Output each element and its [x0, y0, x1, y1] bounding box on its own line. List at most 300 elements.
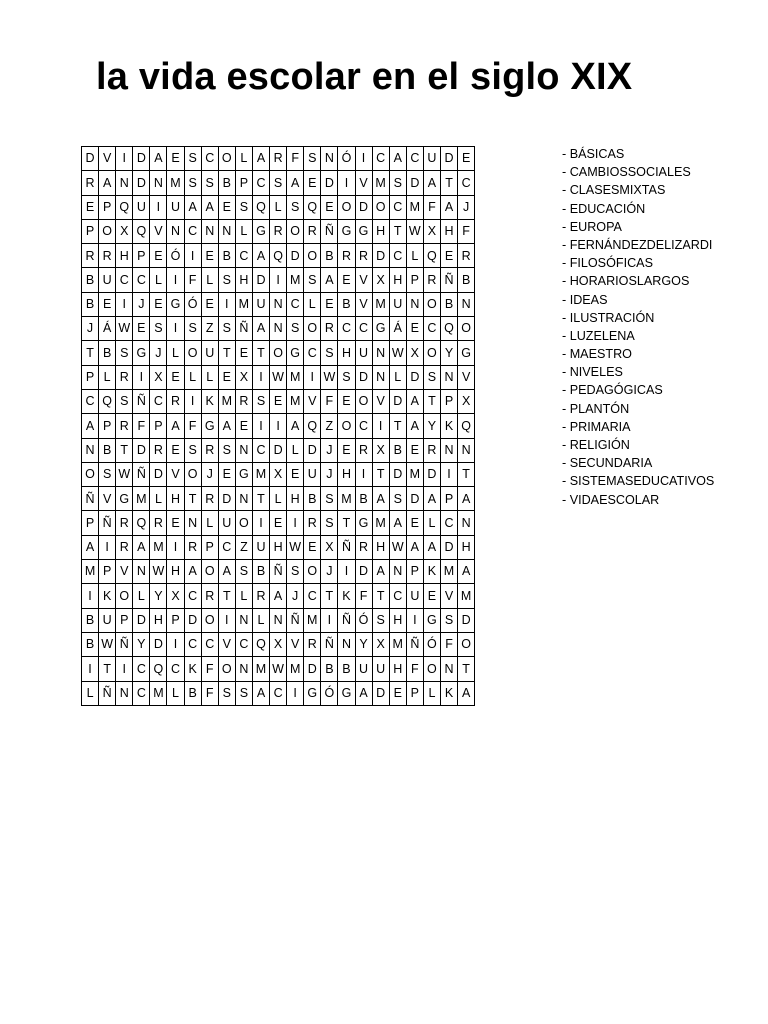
grid-cell[interactable]: R [201, 584, 218, 608]
grid-cell[interactable]: W [150, 560, 167, 584]
grid-cell[interactable]: Q [252, 632, 269, 656]
grid-cell[interactable]: P [133, 244, 150, 268]
grid-cell[interactable]: O [458, 317, 475, 341]
grid-cell[interactable]: E [270, 511, 287, 535]
grid-cell[interactable]: C [270, 681, 287, 705]
grid-cell[interactable]: J [133, 292, 150, 316]
grid-cell[interactable]: S [235, 560, 252, 584]
grid-cell[interactable]: C [184, 219, 201, 243]
grid-cell[interactable]: K [99, 584, 116, 608]
grid-cell[interactable]: Ñ [99, 681, 116, 705]
grid-cell[interactable]: V [116, 560, 133, 584]
grid-cell[interactable]: S [184, 171, 201, 195]
grid-cell[interactable]: G [287, 341, 304, 365]
grid-cell[interactable]: T [252, 341, 269, 365]
grid-cell[interactable]: I [252, 511, 269, 535]
grid-cell[interactable]: L [287, 438, 304, 462]
grid-cell[interactable]: D [355, 195, 372, 219]
grid-cell[interactable]: B [82, 292, 99, 316]
grid-cell[interactable]: N [440, 365, 457, 389]
grid-cell[interactable]: N [338, 632, 355, 656]
grid-cell[interactable]: O [423, 341, 440, 365]
grid-cell[interactable]: D [270, 438, 287, 462]
grid-cell[interactable]: A [440, 195, 457, 219]
grid-cell[interactable]: Q [133, 511, 150, 535]
grid-cell[interactable]: P [82, 511, 99, 535]
grid-cell[interactable]: R [423, 438, 440, 462]
grid-cell[interactable]: V [458, 365, 475, 389]
grid-cell[interactable]: E [440, 244, 457, 268]
grid-cell[interactable]: P [99, 414, 116, 438]
grid-cell[interactable]: B [389, 438, 406, 462]
grid-cell[interactable]: O [423, 292, 440, 316]
grid-cell[interactable]: A [252, 317, 269, 341]
grid-cell[interactable]: E [167, 147, 184, 171]
grid-cell[interactable]: E [406, 438, 423, 462]
grid-cell[interactable]: G [423, 608, 440, 632]
grid-cell[interactable]: M [287, 657, 304, 681]
grid-cell[interactable]: Ó [423, 632, 440, 656]
grid-cell[interactable]: C [389, 195, 406, 219]
grid-cell[interactable]: R [304, 219, 321, 243]
grid-cell[interactable]: Ñ [133, 389, 150, 413]
grid-cell[interactable]: U [304, 462, 321, 486]
grid-cell[interactable]: M [458, 584, 475, 608]
grid-cell[interactable]: A [218, 414, 235, 438]
grid-cell[interactable]: V [304, 389, 321, 413]
grid-cell[interactable]: O [372, 195, 389, 219]
grid-cell[interactable]: C [372, 147, 389, 171]
grid-cell[interactable]: D [423, 462, 440, 486]
grid-cell[interactable]: W [99, 632, 116, 656]
grid-cell[interactable]: S [116, 341, 133, 365]
grid-cell[interactable]: N [372, 341, 389, 365]
grid-cell[interactable]: E [235, 341, 252, 365]
grid-cell[interactable]: O [218, 657, 235, 681]
grid-cell[interactable]: L [252, 608, 269, 632]
grid-cell[interactable]: I [82, 584, 99, 608]
grid-cell[interactable]: J [82, 317, 99, 341]
grid-cell[interactable]: S [287, 195, 304, 219]
grid-cell[interactable]: X [458, 389, 475, 413]
grid-cell[interactable]: Q [116, 195, 133, 219]
grid-cell[interactable]: C [304, 341, 321, 365]
grid-cell[interactable]: C [150, 389, 167, 413]
grid-cell[interactable]: R [235, 389, 252, 413]
grid-cell[interactable]: Y [355, 632, 372, 656]
grid-cell[interactable]: S [287, 560, 304, 584]
grid-cell[interactable]: C [133, 268, 150, 292]
grid-cell[interactable]: R [201, 487, 218, 511]
grid-cell[interactable]: E [406, 511, 423, 535]
grid-cell[interactable]: I [167, 535, 184, 559]
grid-cell[interactable]: G [201, 414, 218, 438]
grid-cell[interactable]: T [82, 341, 99, 365]
grid-cell[interactable]: A [184, 560, 201, 584]
grid-cell[interactable]: A [423, 487, 440, 511]
grid-cell[interactable]: R [167, 389, 184, 413]
grid-cell[interactable]: L [389, 365, 406, 389]
grid-cell[interactable]: M [150, 681, 167, 705]
grid-cell[interactable]: I [82, 657, 99, 681]
grid-cell[interactable]: S [150, 317, 167, 341]
grid-cell[interactable]: Ó [184, 292, 201, 316]
grid-cell[interactable]: P [99, 560, 116, 584]
grid-cell[interactable]: Ó [355, 608, 372, 632]
grid-cell[interactable]: I [252, 414, 269, 438]
grid-cell[interactable]: V [355, 268, 372, 292]
grid-cell[interactable]: Ñ [338, 608, 355, 632]
grid-cell[interactable]: C [235, 632, 252, 656]
grid-cell[interactable]: N [116, 681, 133, 705]
grid-cell[interactable]: T [184, 487, 201, 511]
grid-cell[interactable]: L [167, 681, 184, 705]
grid-cell[interactable]: C [389, 584, 406, 608]
grid-cell[interactable]: A [406, 414, 423, 438]
grid-cell[interactable]: V [287, 632, 304, 656]
grid-cell[interactable]: L [235, 584, 252, 608]
grid-cell[interactable]: S [218, 438, 235, 462]
grid-cell[interactable]: G [133, 341, 150, 365]
grid-cell[interactable]: A [201, 195, 218, 219]
grid-cell[interactable]: M [372, 292, 389, 316]
grid-cell[interactable]: Y [423, 414, 440, 438]
grid-cell[interactable]: J [287, 584, 304, 608]
grid-cell[interactable]: L [201, 511, 218, 535]
grid-cell[interactable]: M [440, 560, 457, 584]
grid-cell[interactable]: T [389, 219, 406, 243]
grid-cell[interactable]: L [167, 341, 184, 365]
grid-cell[interactable]: R [82, 244, 99, 268]
grid-cell[interactable]: F [406, 657, 423, 681]
grid-cell[interactable]: P [440, 389, 457, 413]
grid-cell[interactable]: W [406, 219, 423, 243]
grid-cell[interactable]: H [270, 535, 287, 559]
grid-cell[interactable]: U [406, 584, 423, 608]
grid-cell[interactable]: J [150, 341, 167, 365]
grid-cell[interactable]: W [287, 535, 304, 559]
grid-cell[interactable]: T [372, 584, 389, 608]
grid-cell[interactable]: C [389, 244, 406, 268]
grid-cell[interactable]: F [458, 219, 475, 243]
grid-cell[interactable]: U [252, 292, 269, 316]
grid-cell[interactable]: N [270, 292, 287, 316]
grid-cell[interactable]: U [252, 535, 269, 559]
grid-cell[interactable]: E [82, 195, 99, 219]
grid-cell[interactable]: Ñ [321, 632, 338, 656]
grid-cell[interactable]: S [321, 511, 338, 535]
grid-cell[interactable]: A [252, 147, 269, 171]
grid-cell[interactable]: A [372, 487, 389, 511]
grid-cell[interactable]: M [406, 195, 423, 219]
grid-cell[interactable]: C [440, 511, 457, 535]
grid-cell[interactable]: E [218, 365, 235, 389]
grid-cell[interactable]: B [99, 438, 116, 462]
grid-cell[interactable]: B [252, 560, 269, 584]
grid-cell[interactable]: L [270, 487, 287, 511]
grid-cell[interactable]: S [372, 608, 389, 632]
grid-cell[interactable]: R [304, 632, 321, 656]
grid-cell[interactable]: O [304, 560, 321, 584]
grid-cell[interactable]: P [99, 195, 116, 219]
grid-cell[interactable]: Ó [338, 147, 355, 171]
grid-cell[interactable]: N [235, 657, 252, 681]
grid-cell[interactable]: A [184, 195, 201, 219]
grid-cell[interactable]: M [372, 171, 389, 195]
grid-cell[interactable]: S [321, 487, 338, 511]
grid-cell[interactable]: H [167, 560, 184, 584]
grid-cell[interactable]: I [116, 292, 133, 316]
grid-cell[interactable]: C [167, 657, 184, 681]
grid-cell[interactable]: Y [150, 584, 167, 608]
grid-cell[interactable]: E [321, 195, 338, 219]
grid-cell[interactable]: E [338, 268, 355, 292]
grid-cell[interactable]: S [218, 317, 235, 341]
grid-cell[interactable]: O [99, 219, 116, 243]
grid-cell[interactable]: X [116, 219, 133, 243]
grid-cell[interactable]: E [201, 292, 218, 316]
grid-cell[interactable]: H [235, 268, 252, 292]
grid-cell[interactable]: E [150, 244, 167, 268]
grid-cell[interactable]: M [82, 560, 99, 584]
grid-cell[interactable]: S [423, 365, 440, 389]
grid-cell[interactable]: U [389, 292, 406, 316]
grid-cell[interactable]: H [116, 244, 133, 268]
grid-cell[interactable]: C [184, 632, 201, 656]
grid-cell[interactable]: Q [133, 219, 150, 243]
grid-cell[interactable]: D [389, 389, 406, 413]
grid-cell[interactable]: R [99, 244, 116, 268]
grid-cell[interactable]: D [355, 365, 372, 389]
grid-cell[interactable]: C [406, 147, 423, 171]
grid-cell[interactable]: A [372, 560, 389, 584]
grid-cell[interactable]: L [406, 244, 423, 268]
grid-cell[interactable]: Á [99, 317, 116, 341]
grid-cell[interactable]: N [458, 511, 475, 535]
grid-cell[interactable]: S [389, 171, 406, 195]
grid-cell[interactable]: Q [440, 317, 457, 341]
grid-cell[interactable]: X [235, 365, 252, 389]
grid-cell[interactable]: S [235, 195, 252, 219]
grid-cell[interactable]: R [150, 511, 167, 535]
grid-cell[interactable]: C [201, 147, 218, 171]
grid-cell[interactable]: G [304, 681, 321, 705]
grid-cell[interactable]: Q [270, 244, 287, 268]
grid-cell[interactable]: I [338, 560, 355, 584]
grid-cell[interactable]: R [150, 438, 167, 462]
grid-cell[interactable]: I [304, 365, 321, 389]
grid-cell[interactable]: L [423, 511, 440, 535]
grid-cell[interactable]: E [389, 681, 406, 705]
grid-cell[interactable]: R [116, 511, 133, 535]
grid-cell[interactable]: Q [252, 195, 269, 219]
grid-cell[interactable]: J [321, 438, 338, 462]
grid-cell[interactable]: E [321, 292, 338, 316]
grid-cell[interactable]: X [372, 632, 389, 656]
grid-cell[interactable]: H [389, 268, 406, 292]
grid-cell[interactable]: G [116, 487, 133, 511]
grid-cell[interactable]: F [355, 584, 372, 608]
grid-cell[interactable]: L [99, 365, 116, 389]
grid-cell[interactable]: O [270, 341, 287, 365]
grid-cell[interactable]: D [304, 657, 321, 681]
grid-cell[interactable]: Y [133, 632, 150, 656]
grid-cell[interactable]: U [201, 341, 218, 365]
grid-cell[interactable]: U [133, 195, 150, 219]
grid-cell[interactable]: V [150, 219, 167, 243]
grid-cell[interactable]: S [99, 462, 116, 486]
grid-cell[interactable]: S [321, 341, 338, 365]
grid-cell[interactable]: C [304, 584, 321, 608]
grid-cell[interactable]: B [338, 657, 355, 681]
grid-cell[interactable]: R [270, 147, 287, 171]
grid-cell[interactable]: O [338, 195, 355, 219]
grid-cell[interactable]: A [150, 147, 167, 171]
grid-cell[interactable]: G [372, 317, 389, 341]
grid-cell[interactable]: T [252, 487, 269, 511]
grid-cell[interactable]: F [133, 414, 150, 438]
grid-cell[interactable]: I [338, 171, 355, 195]
grid-cell[interactable]: B [82, 268, 99, 292]
grid-cell[interactable]: B [218, 244, 235, 268]
grid-cell[interactable]: K [440, 681, 457, 705]
grid-cell[interactable]: V [355, 292, 372, 316]
grid-cell[interactable]: N [218, 219, 235, 243]
grid-cell[interactable]: R [355, 535, 372, 559]
grid-cell[interactable]: D [372, 244, 389, 268]
grid-cell[interactable]: R [423, 268, 440, 292]
grid-cell[interactable]: A [82, 535, 99, 559]
grid-cell[interactable]: M [372, 511, 389, 535]
grid-cell[interactable]: H [458, 535, 475, 559]
grid-cell[interactable]: E [133, 317, 150, 341]
grid-cell[interactable]: O [218, 147, 235, 171]
grid-cell[interactable]: A [458, 487, 475, 511]
grid-cell[interactable]: D [133, 171, 150, 195]
grid-cell[interactable]: C [252, 438, 269, 462]
grid-cell[interactable]: A [99, 171, 116, 195]
grid-cell[interactable]: S [252, 389, 269, 413]
grid-cell[interactable]: L [235, 147, 252, 171]
grid-cell[interactable]: E [201, 244, 218, 268]
grid-cell[interactable]: O [355, 389, 372, 413]
grid-cell[interactable]: A [458, 560, 475, 584]
grid-cell[interactable]: R [270, 219, 287, 243]
grid-cell[interactable]: D [150, 462, 167, 486]
grid-cell[interactable]: A [355, 681, 372, 705]
grid-cell[interactable]: Q [99, 389, 116, 413]
grid-cell[interactable]: W [270, 365, 287, 389]
grid-cell[interactable]: M [406, 462, 423, 486]
grid-cell[interactable]: Ñ [406, 632, 423, 656]
grid-cell[interactable]: E [218, 195, 235, 219]
grid-cell[interactable]: D [355, 560, 372, 584]
grid-cell[interactable]: A [167, 414, 184, 438]
grid-cell[interactable]: D [252, 268, 269, 292]
grid-cell[interactable]: R [116, 365, 133, 389]
grid-cell[interactable]: Ñ [338, 535, 355, 559]
grid-cell[interactable]: P [406, 560, 423, 584]
grid-cell[interactable]: C [423, 317, 440, 341]
grid-cell[interactable]: L [235, 219, 252, 243]
grid-cell[interactable]: A [252, 244, 269, 268]
grid-cell[interactable]: T [389, 414, 406, 438]
grid-cell[interactable]: M [150, 535, 167, 559]
grid-cell[interactable]: A [218, 560, 235, 584]
grid-cell[interactable]: F [201, 657, 218, 681]
grid-cell[interactable]: N [372, 365, 389, 389]
grid-cell[interactable]: N [440, 438, 457, 462]
grid-cell[interactable]: U [372, 657, 389, 681]
grid-cell[interactable]: O [184, 341, 201, 365]
grid-cell[interactable]: P [116, 608, 133, 632]
grid-cell[interactable]: C [287, 292, 304, 316]
grid-cell[interactable]: I [184, 244, 201, 268]
grid-cell[interactable]: K [338, 584, 355, 608]
grid-cell[interactable]: V [372, 389, 389, 413]
grid-cell[interactable]: G [338, 219, 355, 243]
grid-cell[interactable]: S [184, 147, 201, 171]
grid-cell[interactable]: X [150, 365, 167, 389]
grid-cell[interactable]: B [184, 681, 201, 705]
grid-cell[interactable]: M [252, 657, 269, 681]
grid-cell[interactable]: T [321, 584, 338, 608]
grid-cell[interactable]: I [184, 389, 201, 413]
grid-cell[interactable]: I [321, 608, 338, 632]
grid-cell[interactable]: V [440, 584, 457, 608]
grid-cell[interactable]: M [235, 292, 252, 316]
grid-cell[interactable]: V [218, 632, 235, 656]
grid-cell[interactable]: E [99, 292, 116, 316]
grid-cell[interactable]: L [184, 365, 201, 389]
grid-cell[interactable]: N [184, 511, 201, 535]
grid-cell[interactable]: P [406, 681, 423, 705]
grid-cell[interactable]: D [133, 438, 150, 462]
grid-cell[interactable]: S [338, 365, 355, 389]
grid-cell[interactable]: D [389, 462, 406, 486]
grid-cell[interactable]: R [184, 535, 201, 559]
grid-cell[interactable]: A [406, 535, 423, 559]
grid-cell[interactable]: D [133, 147, 150, 171]
grid-cell[interactable]: H [389, 608, 406, 632]
grid-cell[interactable]: T [458, 657, 475, 681]
grid-cell[interactable]: C [235, 244, 252, 268]
grid-cell[interactable]: O [201, 560, 218, 584]
grid-cell[interactable]: D [287, 244, 304, 268]
grid-cell[interactable]: D [440, 147, 457, 171]
grid-cell[interactable]: Y [440, 341, 457, 365]
grid-cell[interactable]: S [389, 487, 406, 511]
grid-cell[interactable]: S [287, 317, 304, 341]
grid-cell[interactable]: B [99, 341, 116, 365]
grid-cell[interactable]: S [304, 147, 321, 171]
grid-cell[interactable]: Ñ [133, 462, 150, 486]
grid-cell[interactable]: I [133, 365, 150, 389]
grid-cell[interactable]: A [270, 584, 287, 608]
grid-cell[interactable]: R [82, 171, 99, 195]
grid-cell[interactable]: V [355, 171, 372, 195]
grid-cell[interactable]: M [287, 389, 304, 413]
grid-cell[interactable]: B [218, 171, 235, 195]
grid-cell[interactable]: I [355, 147, 372, 171]
grid-cell[interactable]: O [82, 462, 99, 486]
grid-cell[interactable]: H [389, 657, 406, 681]
grid-cell[interactable]: D [184, 608, 201, 632]
grid-cell[interactable]: N [321, 147, 338, 171]
grid-cell[interactable]: A [321, 268, 338, 292]
grid-cell[interactable]: N [235, 487, 252, 511]
grid-cell[interactable]: A [389, 511, 406, 535]
